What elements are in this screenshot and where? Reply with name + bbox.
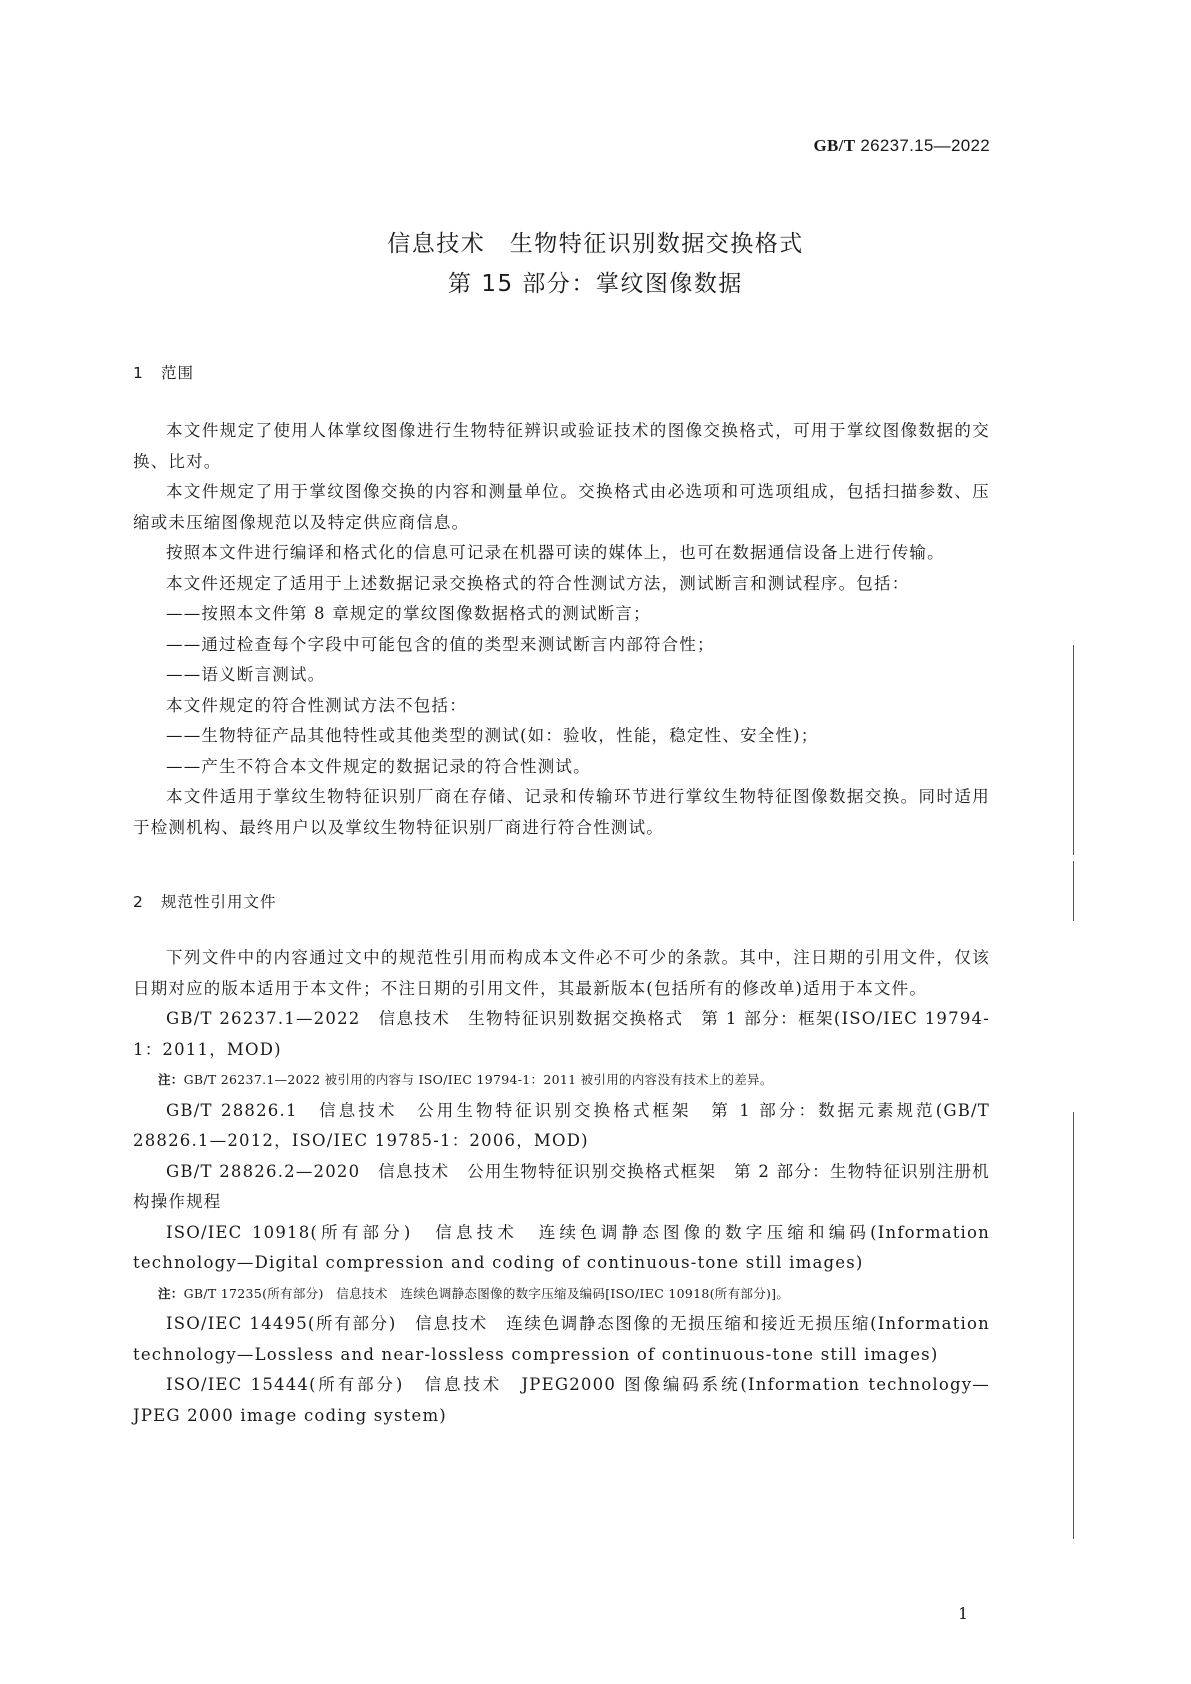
section-number: 2 bbox=[133, 893, 144, 911]
reference-item: GB/T 28826.2—2020 信息技术 公用生物特征识别交换格式框架 第 2 部分：生物特征识别注册机构操作规程 bbox=[133, 1161, 990, 1211]
standard-code bbox=[814, 136, 990, 156]
section-number: 1 bbox=[133, 364, 144, 382]
revision-bar bbox=[1073, 645, 1074, 855]
paragraph: 本文件还规定了适用于上述数据记录交换格式的符合性测试方法，测试断言和测试程序。包括： bbox=[166, 573, 910, 593]
reference-item: ISO/IEC 10918(所有部分) 信息技术 连续色调静态图像的数字压缩和编码(Information technology—Digital compression and coding of continuous-tone still images) bbox=[133, 1222, 990, 1272]
paragraph: 下列文件中的内容通过文中的规范性引用而构成本文件必不可少的条款。其中，注日期的引用文件，仅该日期对应的版本适用于本文件；不注日期的引用文件，其最新版本(包括所有的修改单)适用于本文件。 bbox=[133, 948, 990, 998]
document-title bbox=[0, 224, 1191, 304]
page-number: 1 bbox=[958, 1604, 969, 1623]
note-text: GB/T 26237.1—2022 被引用的内容与 ISO/IEC 19794-1：2011 被引用的内容没有技术上的差异。 bbox=[183, 1072, 773, 1087]
paragraph: 本文件适用于掌纹生物特征识别厂商在存储、记录和传输环节进行掌纹生物特征图像数据交换。同时适用于检测机构、最终用户以及掌纹生物特征识别厂商进行符合性测试。 bbox=[133, 787, 990, 837]
list-item: ——通过检查每个字段中可能包含的值的类型来测试断言内部符合性； bbox=[166, 634, 715, 654]
reference-item: ISO/IEC 14495(所有部分) 信息技术 连续色调静态图像的无损压缩和接近无损压缩(Information technology—Lossless and near-lossless compression of continuous-tone still images) bbox=[133, 1314, 990, 1364]
note bbox=[133, 1065, 990, 1096]
title-line-2: 第 15 部分：掌纹图像数据 bbox=[448, 271, 743, 297]
paragraph: 本文件规定了用于掌纹图像交换的内容和测量单位。交换格式由必选项和可选项组成，包括扫描参数、压缩或未压缩图像规范以及特定供应商信息。 bbox=[133, 482, 990, 532]
list-item: ——语义断言测试。 bbox=[166, 665, 326, 684]
list-item: ——产生不符合本文件规定的数据记录的符合性测试。 bbox=[166, 756, 591, 776]
section-title: 范围 bbox=[161, 364, 195, 382]
section-1-body bbox=[133, 416, 990, 843]
section-2-heading bbox=[133, 890, 277, 912]
standard-prefix: GB/T bbox=[813, 136, 856, 155]
reference-item: GB/T 28826.1 信息技术 公用生物特征识别交换格式框架 第 1 部分：数据元素规范(GB/T 28826.1—2012，ISO/IEC 19785-1：2006，MOD) bbox=[133, 1100, 990, 1150]
reference-item: GB/T 26237.1—2022 信息技术 生物特征识别数据交换格式 第 1 部分：框架(ISO/IEC 19794-1：2011，MOD) bbox=[133, 1009, 990, 1059]
section-title: 规范性引用文件 bbox=[161, 893, 277, 911]
note bbox=[133, 1279, 990, 1310]
list-item: ——按照本文件第 8 章规定的掌纹图像数据格式的测试断言； bbox=[166, 604, 651, 623]
title-line-1: 信息技术 生物特征识别数据交换格式 bbox=[387, 231, 804, 257]
list-item: ——生物特征产品其他特性或其他类型的测试(如：验收，性能，稳定性、安全性)； bbox=[166, 726, 819, 745]
paragraph: 按照本文件进行编译和格式化的信息可记录在机器可读的媒体上，也可在数据通信设备上进行传输。 bbox=[166, 543, 945, 562]
paragraph: 本文件规定了使用人体掌纹图像进行生物特征辨识或验证技术的图像交换格式，可用于掌纹图像数据的交换、比对。 bbox=[133, 421, 990, 471]
paragraph: 本文件规定的符合性测试方法不包括： bbox=[166, 695, 467, 715]
section-2-body bbox=[133, 943, 990, 1431]
standard-number: 26237.15—2022 bbox=[860, 136, 990, 155]
reference-item: ISO/IEC 15444(所有部分) 信息技术 JPEG2000 图像编码系统(Information technology—JPEG 2000 image coding system) bbox=[133, 1375, 990, 1425]
section-1-heading bbox=[133, 361, 194, 383]
revision-bar bbox=[1073, 861, 1074, 921]
note-label: 注： bbox=[158, 1072, 184, 1087]
note-label: 注： bbox=[158, 1285, 184, 1301]
note-text: GB/T 17235(所有部分) 信息技术 连续色调静态图像的数字压缩及编码[ISO/IEC 10918(所有部分)]。 bbox=[183, 1285, 790, 1301]
revision-bar bbox=[1073, 1112, 1074, 1539]
